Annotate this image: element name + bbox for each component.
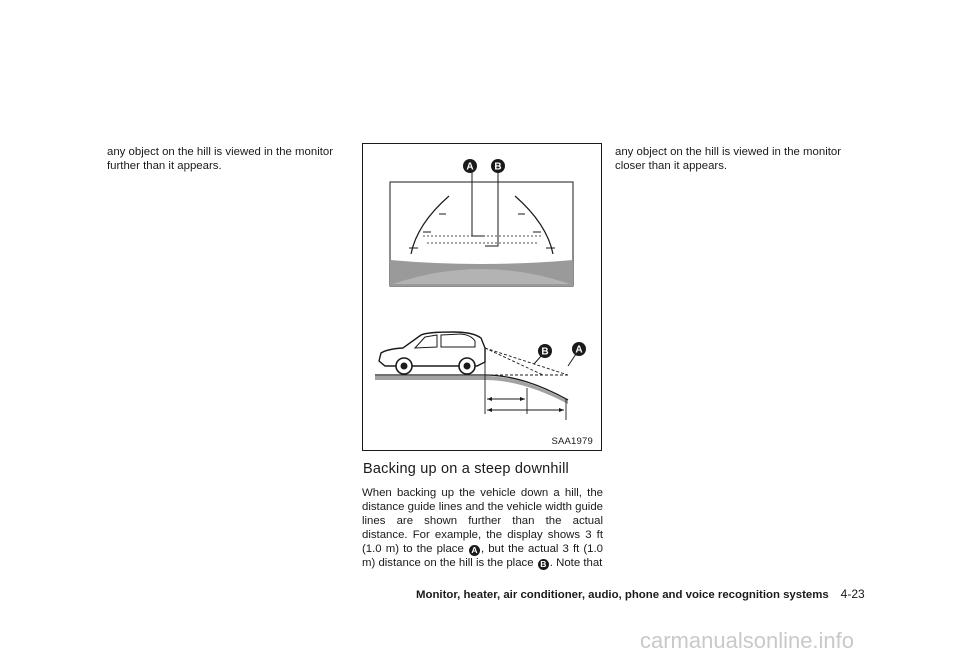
body-text-3: . Note that xyxy=(549,557,603,569)
left-column-text: any object on the hill is viewed in the monitor further than it appears. xyxy=(107,146,334,172)
inline-marker-a: A xyxy=(469,545,480,556)
body-text-1: When backing up the vehicle down a hill, the distance guide lines and the vehicle width guide lines are shown further than the actual distance. For example, the display shows 3 ft (1.0 m) to the place xyxy=(362,487,603,555)
footer-section-title: Monitor, heater, air conditioner, audio, phone and voice recognition systems xyxy=(416,589,829,601)
section-heading: Backing up on a steep downhill xyxy=(363,461,569,477)
label-b-side: B xyxy=(541,346,549,358)
section-body xyxy=(362,486,603,570)
label-a-side: A xyxy=(575,344,583,356)
label-a-top: A xyxy=(466,161,474,173)
rear-view-monitor-figure xyxy=(362,143,602,451)
watermark: carmanualsonline.info xyxy=(640,628,855,653)
label-b-top: B xyxy=(494,161,502,173)
page-number: 4-23 xyxy=(840,587,865,601)
page-footer xyxy=(416,587,865,601)
figure-id: SAA1979 xyxy=(551,436,593,447)
inline-marker-b: B xyxy=(538,559,549,570)
figure-illustration xyxy=(363,144,603,452)
right-column-text: any object on the hill is viewed in the monitor closer than it appears. xyxy=(615,146,842,172)
body-text-2: , but the actual 3 ft (1.0 m) distance on the hill is the place xyxy=(362,543,603,569)
car-silhouette xyxy=(379,332,485,374)
